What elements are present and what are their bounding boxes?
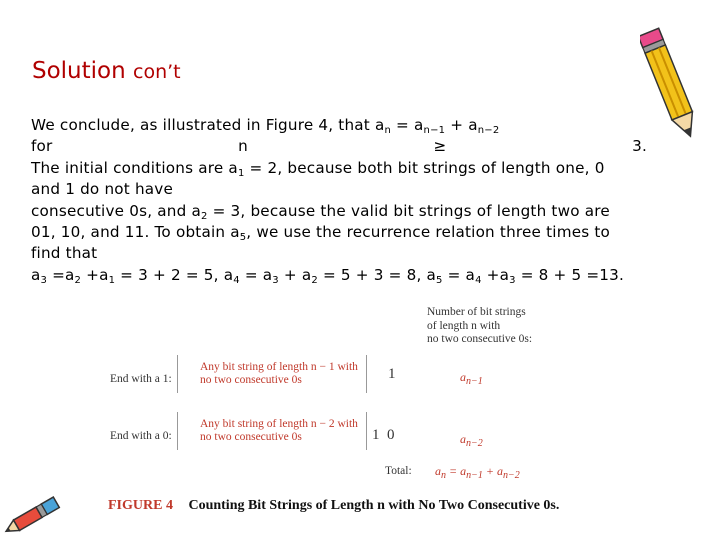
end-with-1-label: End with a 1: (110, 373, 172, 385)
end-with-0-box: Any bit string of length n − 2 with no two consecutive 0s (177, 412, 367, 450)
body-line: The initial conditions are $a_1 = 2$, because both bit strings of length one, 0 (31, 158, 605, 179)
body-paragraph (31, 115, 647, 286)
body-line: for n ≥ 3. (31, 137, 647, 156)
figure-caption-text: Counting Bit Strings of Length n with No Two Consecutive 0s. (188, 498, 560, 513)
title-main: Solution (32, 58, 126, 84)
figure-header: Number of bit strings of length n with no two consecutive 0s: (427, 306, 533, 345)
end-with-1-count: $a_{n-1}$ (460, 370, 483, 387)
end-with-0-digits: 1 0 (372, 427, 395, 443)
body-line-equations: $a_3 =a_2 +a_1 = 3 + 2 = 5$, $a_4 = a_3 + a_2 = 5 + 3 = 8$, $a_5 = a_4 +a_3 = 8 + 5 =13$. (31, 265, 625, 286)
end-with-1-box: Any bit string of length n − 1 with no two consecutive 0s (177, 355, 367, 393)
figure-number: FIGURE 4 (108, 498, 173, 513)
figure-4 (100, 300, 600, 530)
body-line: and 1 do not have (31, 180, 174, 199)
pencil-icon (0, 488, 80, 540)
end-with-0-label: End with a 0: (110, 430, 172, 442)
total-label: Total: (385, 465, 412, 477)
pencil-icon (640, 18, 700, 148)
body-line: find that (31, 244, 98, 263)
total-equation: $a_n = a_{n-1} + a_{n-2}$ (435, 464, 520, 481)
end-with-1-digit: 1 (388, 366, 396, 382)
body-line: We conclude, as illustrated in Figure 4, that $a_n = a_{n-1} + a_{n-2}$ (31, 116, 500, 136)
body-line: 01, 10, and 11. To obtain $a_5$, we use the recurrence relation three times to (31, 223, 611, 244)
body-line: consecutive 0s, and $a_2 = 3$, because the valid bit strings of length two are (31, 201, 610, 222)
title-sub: con’t (133, 61, 181, 83)
figure-caption (108, 498, 559, 514)
end-with-0-count: $a_{n-2}$ (460, 432, 483, 449)
slide-title (32, 58, 181, 84)
